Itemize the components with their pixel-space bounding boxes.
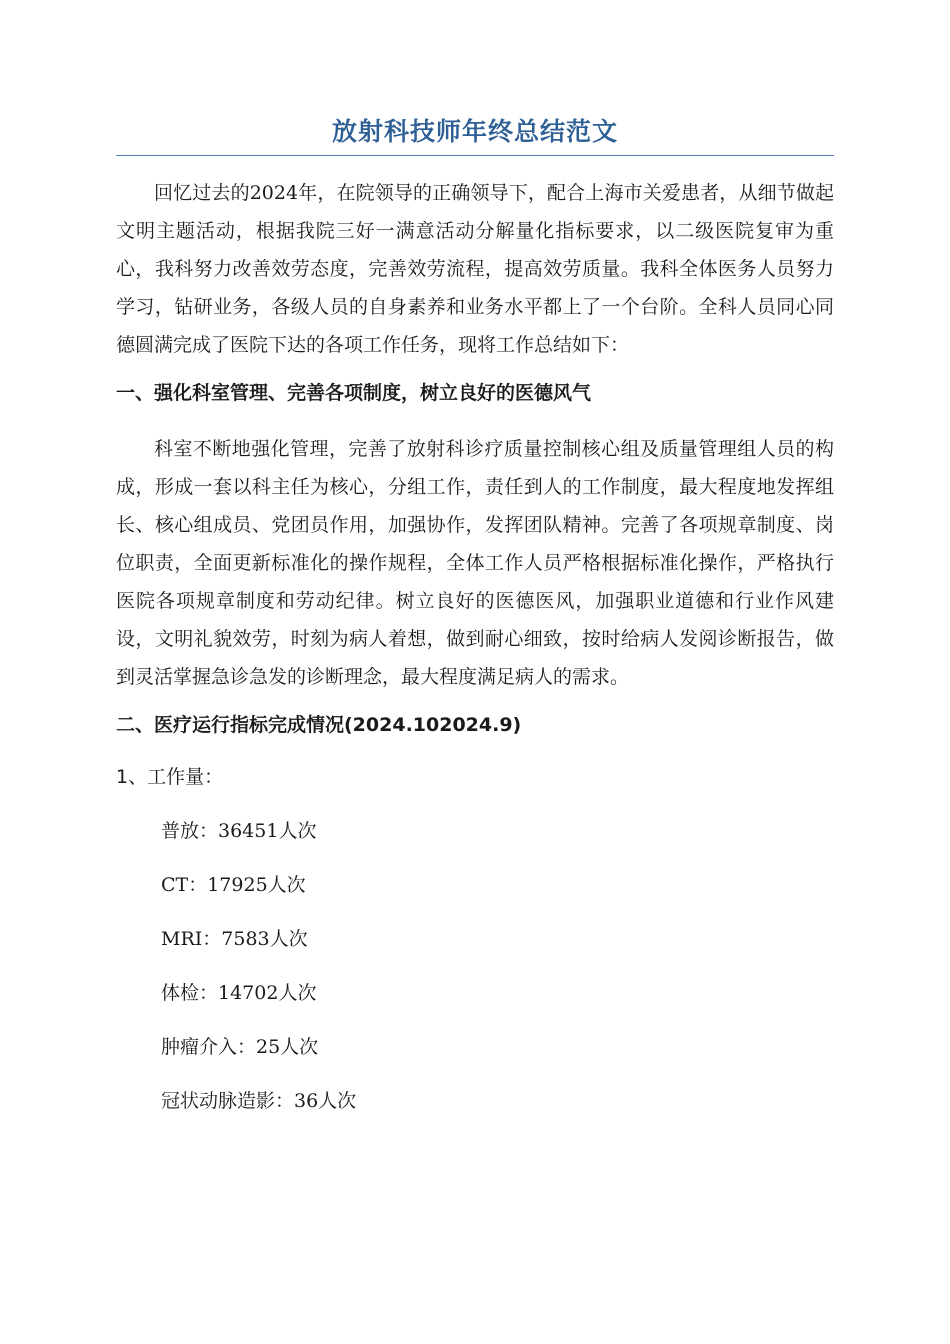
intro-paragraph: 回忆过去的2024年，在院领导的正确领导下，配合上海市关爱患者，从细节做起文明主题活动，根据我院三好一满意活动分解量化指标要求，以二级医院复审为重心，我科努力改善效劳态度，完善效劳流程，提高效劳质量。我科全体医务人员努力学习，钻研业务，各级人员的自身素养和业务水平都上了一个台阶。全科人员同心同德圆满完成了医院下达的各项工作任务，现将工作总结如下： — [116, 182, 834, 356]
title-underline — [116, 155, 834, 156]
workload-subheading-number: 1 — [116, 766, 129, 788]
document-page — [116, 112, 834, 1120]
workload-subheading-label: 、工作量： — [128, 766, 224, 788]
stat-item: CT：17925人次 — [161, 874, 306, 896]
document-title: 放射科技师年终总结范文 — [331, 117, 618, 146]
stat-item: 普放：36451人次 — [161, 820, 317, 842]
stat-item: 肿瘤介入：25人次 — [161, 1036, 319, 1058]
section-2-heading: 二、医疗运行指标完成情况(2024.102024.9) — [116, 714, 522, 736]
section-1-paragraph: 科室不断地强化管理，完善了放射科诊疗质量控制核心组及质量管理组人员的构成，形成一套以科主任为核心，分组工作，责任到人的工作制度，最大程度地发挥组长、核心组成员、党团员作用，加强协作，发挥团队精神。完善了各项规章制度、岗位职责，全面更新标准化的操作规程，全体工作人员严格根据标准化操作，严格执行医院各项规章制度和劳动纪律。树立良好的医德医风，加强职业道德和行业作风建设，文明礼貌效劳，时刻为病人着想，做到耐心细致，按时给病人发阅诊断报告，做到灵活掌握急诊急发的诊断理念，最大程度满足病人的需求。 — [116, 438, 834, 688]
stat-item: 冠状动脉造影：36人次 — [161, 1090, 357, 1112]
section-1-heading: 一、强化科室管理、完善各项制度，树立良好的医德风气 — [116, 382, 592, 404]
workload-subheading — [116, 758, 834, 796]
workload-stats-list — [116, 812, 834, 1120]
stat-item: MRI：7583人次 — [161, 928, 308, 950]
stat-item: 体检：14702人次 — [161, 982, 317, 1004]
